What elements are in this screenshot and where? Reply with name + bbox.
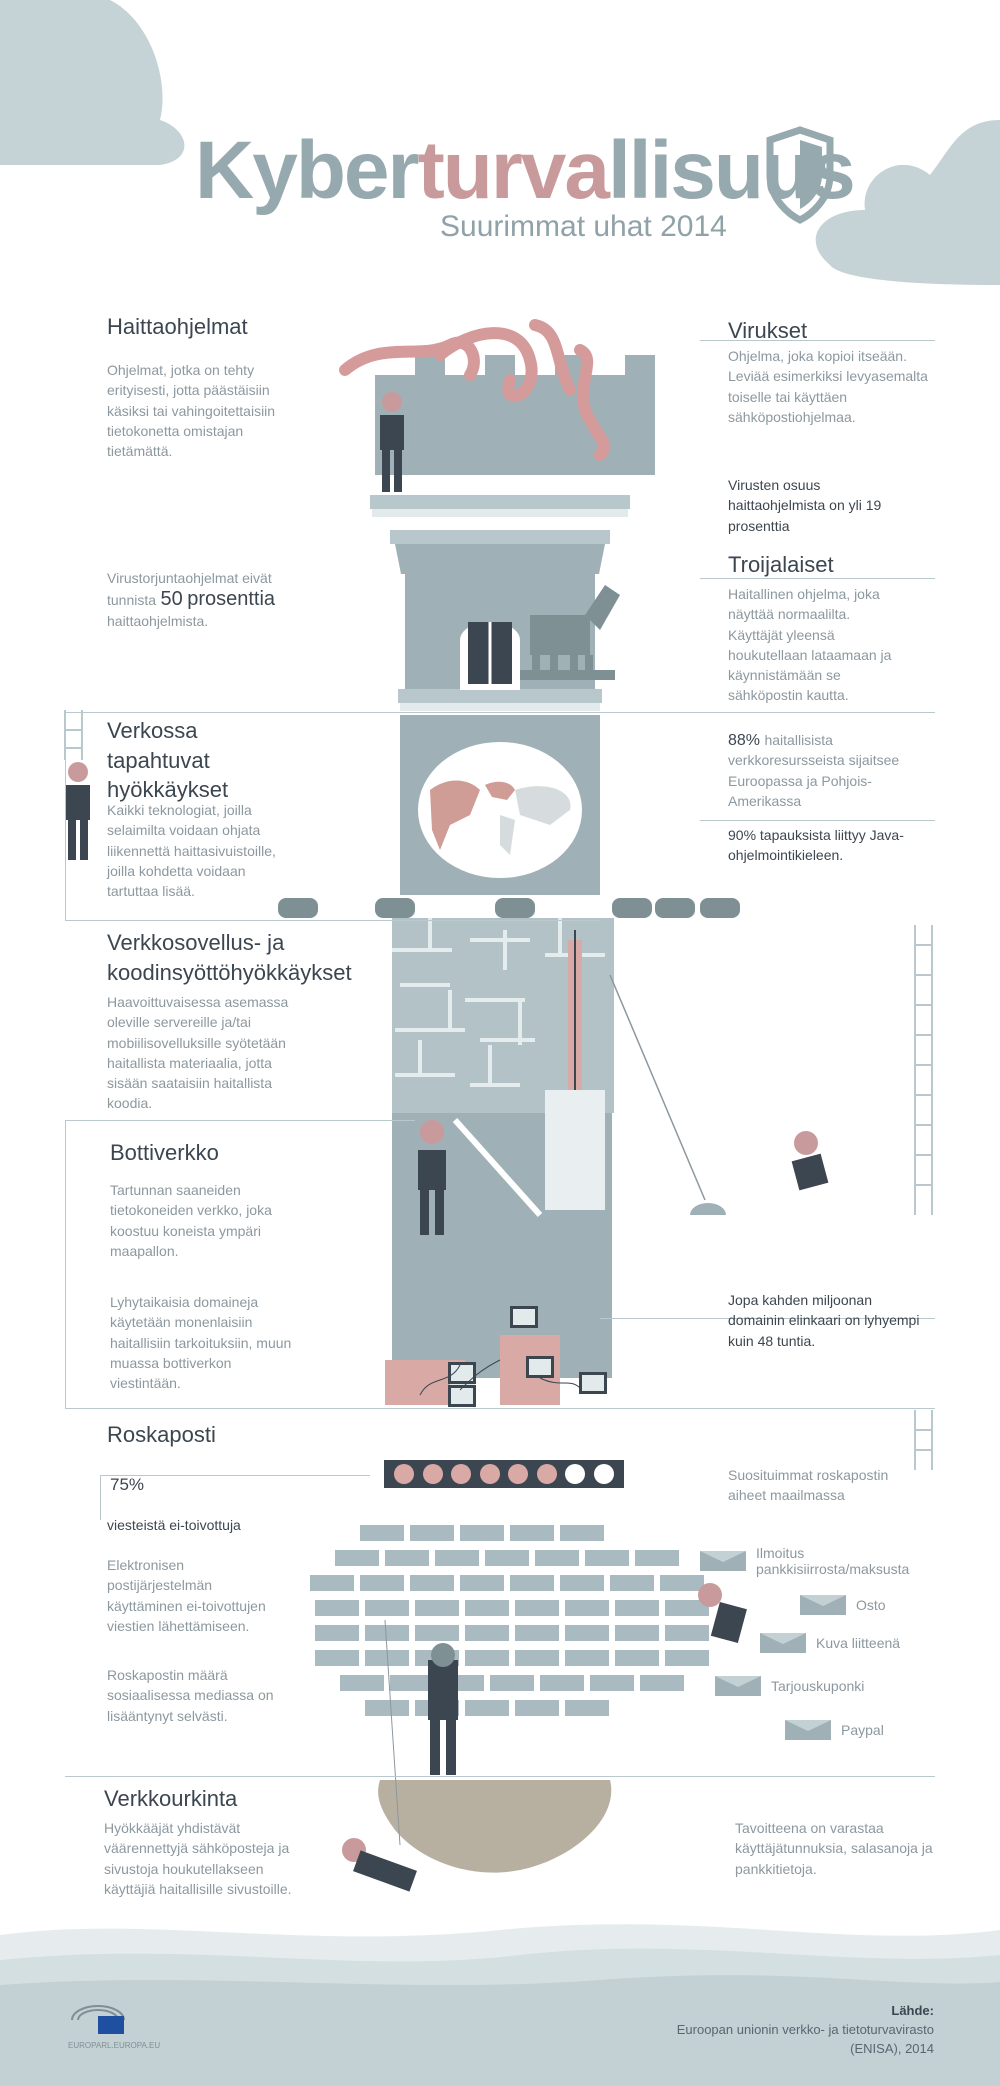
spam-topic-item: Osto bbox=[800, 1595, 886, 1615]
spam-topic-item: Kuva liitteenä bbox=[760, 1633, 900, 1653]
verkkourkinta-text: Hyökkääjät yhdistävät väärennettyjä sähköposteja ja sivustoja houkutellakseen käyttäjiä haitallisille sivustoille. bbox=[104, 1820, 292, 1897]
window-illustration bbox=[460, 622, 520, 690]
divider bbox=[65, 1120, 415, 1121]
spam-topics-title: Suosituimmat roskapostin aiheet maailmassa bbox=[728, 1467, 889, 1504]
spam-dot bbox=[594, 1464, 614, 1484]
spam-topic-item: Tarjouskuponki bbox=[715, 1676, 864, 1696]
envelope-icon bbox=[800, 1595, 846, 1615]
envelope-wall bbox=[310, 1525, 709, 1716]
source-note: Lähde: Euroopan unionin verkko- ja tietoturvavirasto (ENISA), 2014 bbox=[676, 2003, 934, 2056]
divider bbox=[65, 920, 600, 921]
europarl-logo: EUROPARL.EUROPA.EU bbox=[68, 2000, 188, 2050]
spam-topic-item: Ilmoitus pankkisiirrosta/maksusta bbox=[700, 1545, 946, 1577]
virukset-stat: Virusten osuus haittaohjelmista on yli 19 prosenttia bbox=[728, 477, 882, 534]
verkkosovellus-heading: Verkkosovellus- ja koodinsyöttöhyökkäykset bbox=[107, 930, 352, 985]
spam-dot bbox=[508, 1464, 528, 1484]
roskaposti-stat-number: 75% bbox=[110, 1475, 145, 1494]
spam-dot bbox=[451, 1464, 471, 1484]
spam-share-bar bbox=[384, 1460, 624, 1488]
verkko-stat-2: 90% tapauksista liittyy Java-ohjelmointikieleen. bbox=[728, 827, 904, 864]
haittaohjelmat-text: Ohjelmat, jotka on tehty erityisesti, jotta päästäisiin käsiksi tai vahingoitettaisiin tietokonetta omistajan tietämättä. bbox=[107, 362, 276, 460]
rock-illustration bbox=[378, 1780, 611, 1873]
verkko-text: Kaikki teknologiat, joilla selaimilta voidaan ohjata liikennettä haittasivuistoille, joilla kohdetta voidaan tartuttaa lisää. bbox=[107, 802, 276, 900]
parliament-icon bbox=[68, 2000, 128, 2034]
pendulum-illustration bbox=[610, 975, 726, 1215]
divider bbox=[65, 1776, 935, 1777]
bottiverkko-stat: Jopa kahden miljoonan domainin elinkaari on lyhyempi kuin 48 tuntia. bbox=[728, 1292, 920, 1349]
page-subtitle: Suurimmat uhat 2014 bbox=[440, 210, 727, 243]
verkkourkinta-goal: Tavoitteena on varastaa käyttäjätunnuksia, salasanoja ja pankkitietoja. bbox=[735, 1820, 933, 1877]
divider bbox=[700, 820, 935, 821]
virustorjunta-stat: Virustorjuntaohjelmat eivät tunnista 50 prosenttia haittaohjelmista. bbox=[107, 570, 276, 630]
troijalaiset-text: Haitallinen ohjelma, joka näyttää normaalilta. Käyttäjät yleensä houkutellaan lataamaan ja käynnistämään se sähköpostin kautta. bbox=[728, 586, 892, 704]
bottiverkko-heading: Bottiverkko bbox=[110, 1140, 219, 1165]
envelope-icon bbox=[785, 1720, 831, 1740]
virukset-text: Ohjelma, joka kopioi itseään. Leviää esimerkiksi levyasemalta toiselle tai käyttäen sähköpostiohjelmaa. bbox=[728, 348, 928, 425]
spam-dot bbox=[537, 1464, 557, 1484]
roskaposti-heading: Roskaposti bbox=[107, 1422, 216, 1447]
spam-dot bbox=[480, 1464, 500, 1484]
roskaposti-stat-text: viesteistä ei-toivottuja bbox=[107, 1517, 241, 1533]
envelope-icon bbox=[700, 1551, 746, 1571]
cable-bullets bbox=[278, 898, 740, 918]
spam-dot bbox=[394, 1464, 414, 1484]
haittaohjelmat-heading: Haittaohjelmat bbox=[107, 314, 248, 339]
verkko-heading: Verkossa tapahtuvat hyökkäykset bbox=[107, 718, 229, 803]
bottiverkko-text-2: Lyhytaikaisia domaineja käytetään monenlaisiin haitallisiin tarkoituksiin, muun muassa bottiverkon viestintään. bbox=[110, 1294, 292, 1392]
verkko-stat-1: 88% haitallisista verkkoresursseista sijaitsee Euroopassa ja Pohjois-Amerikassa bbox=[728, 732, 900, 809]
divider bbox=[65, 712, 66, 920]
cloud-top-left bbox=[0, 0, 184, 165]
roskaposti-text: Elektronisen postijärjestelmän käyttäminen ei-toivottujen viestien lähettämiseen. bbox=[107, 1557, 266, 1634]
roskaposti-text-2: Roskapostin määrä sosiaalisessa mediassa on lisääntynyt selvästi. bbox=[107, 1667, 274, 1724]
page-title: Kyberturvallisuus bbox=[195, 125, 854, 216]
envelope-icon bbox=[715, 1676, 761, 1696]
divider bbox=[65, 1408, 935, 1409]
spam-dot bbox=[565, 1464, 585, 1484]
verkkourkinta-heading: Verkkourkinta bbox=[104, 1786, 238, 1811]
bottiverkko-text: Tartunnan saaneiden tietokoneiden verkko, joka koostuu koneista ympäri maapallon. bbox=[110, 1182, 272, 1259]
divider bbox=[65, 712, 935, 713]
envelope-icon bbox=[760, 1633, 806, 1653]
divider bbox=[100, 1475, 101, 1520]
spam-dot bbox=[423, 1464, 443, 1484]
divider bbox=[65, 1120, 66, 1408]
virukset-heading: Virukset bbox=[728, 318, 808, 343]
verkkosovellus-text: Haavoittuvaisessa asemassa oleville servereille ja/tai mobiilisovelluksille syötetään haitallista materiaalia, jotta sisään saataisiin haitallista koodia. bbox=[107, 994, 289, 1112]
spam-topic-item: Paypal bbox=[785, 1720, 884, 1740]
troijalaiset-heading: Troijalaiset bbox=[728, 552, 834, 577]
